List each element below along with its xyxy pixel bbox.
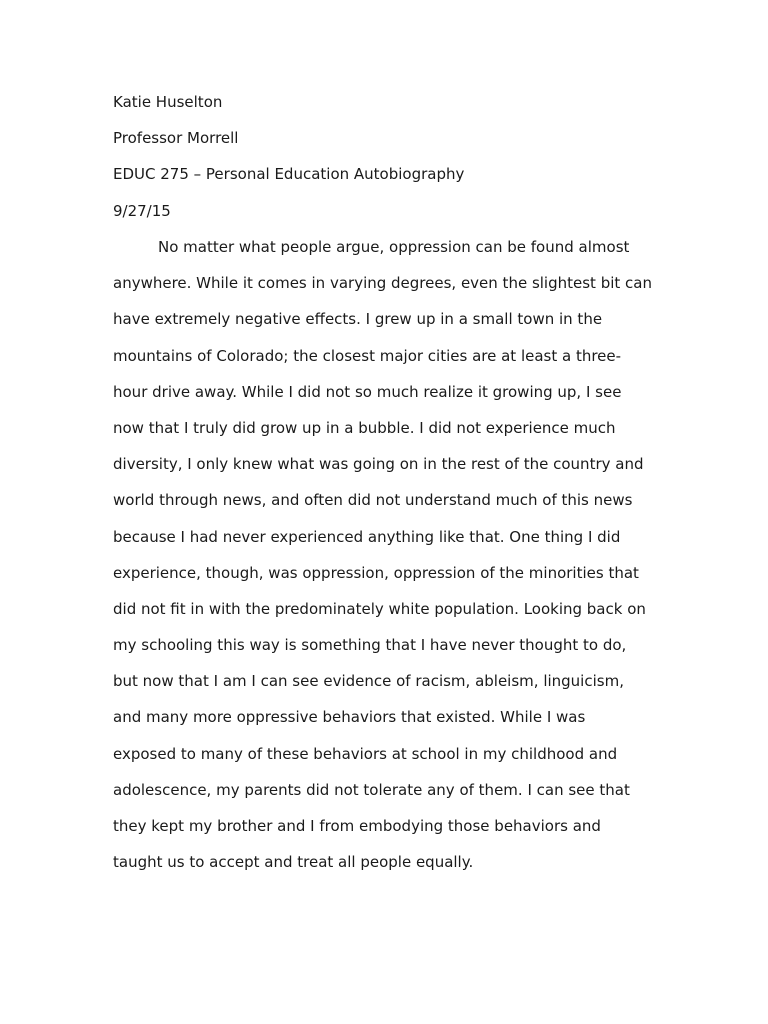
paragraph-line: exposed to many of these behaviors at school in my childhood and [113, 745, 618, 763]
paragraph-line: adolescence, my parents did not tolerate any of them. I can see that [113, 781, 630, 799]
paragraph-line: now that I truly did grow up in a bubble. I did not experience much [113, 419, 616, 437]
paragraph-line: world through news, and often did not understand much of this news [113, 491, 633, 509]
paragraph-line: but now that I am I can see evidence of racism, ableism, linguicism, [113, 672, 624, 690]
paragraph-line: because I had never experienced anything like that. One thing I did [113, 528, 621, 546]
paragraph-line: they kept my brother and I from embodying those behaviors and [113, 817, 601, 835]
paragraph-line: taught us to accept and treat all people equally. [113, 853, 474, 871]
paragraph-line: mountains of Colorado; the closest major cities are at least a three- [113, 347, 622, 365]
paragraph-line: hour drive away. While I did not so much realize it growing up, I see [113, 383, 622, 401]
paragraph-line: did not fit in with the predominately white population. Looking back on [113, 600, 646, 618]
author-name: Katie Huselton [113, 93, 223, 111]
paragraph-line: anywhere. While it comes in varying degrees, even the slightest bit can [113, 274, 652, 292]
paragraph-line: diversity, I only knew what was going on in the rest of the country and [113, 455, 644, 473]
paragraph-line: my schooling this way is something that I have never thought to do, [113, 636, 627, 654]
document-date: 9/27/15 [113, 202, 171, 220]
paragraph-line: No matter what people argue, oppression can be found almost [158, 238, 630, 256]
paragraph-line: experience, though, was oppression, oppression of the minorities that [113, 564, 639, 582]
professor-name: Professor Morrell [113, 129, 239, 147]
course-title: EDUC 275 – Personal Education Autobiography [113, 165, 465, 183]
paragraph-line: have extremely negative effects. I grew up in a small town in the [113, 310, 603, 328]
paragraph-line: and many more oppressive behaviors that existed. While I was [113, 708, 586, 726]
